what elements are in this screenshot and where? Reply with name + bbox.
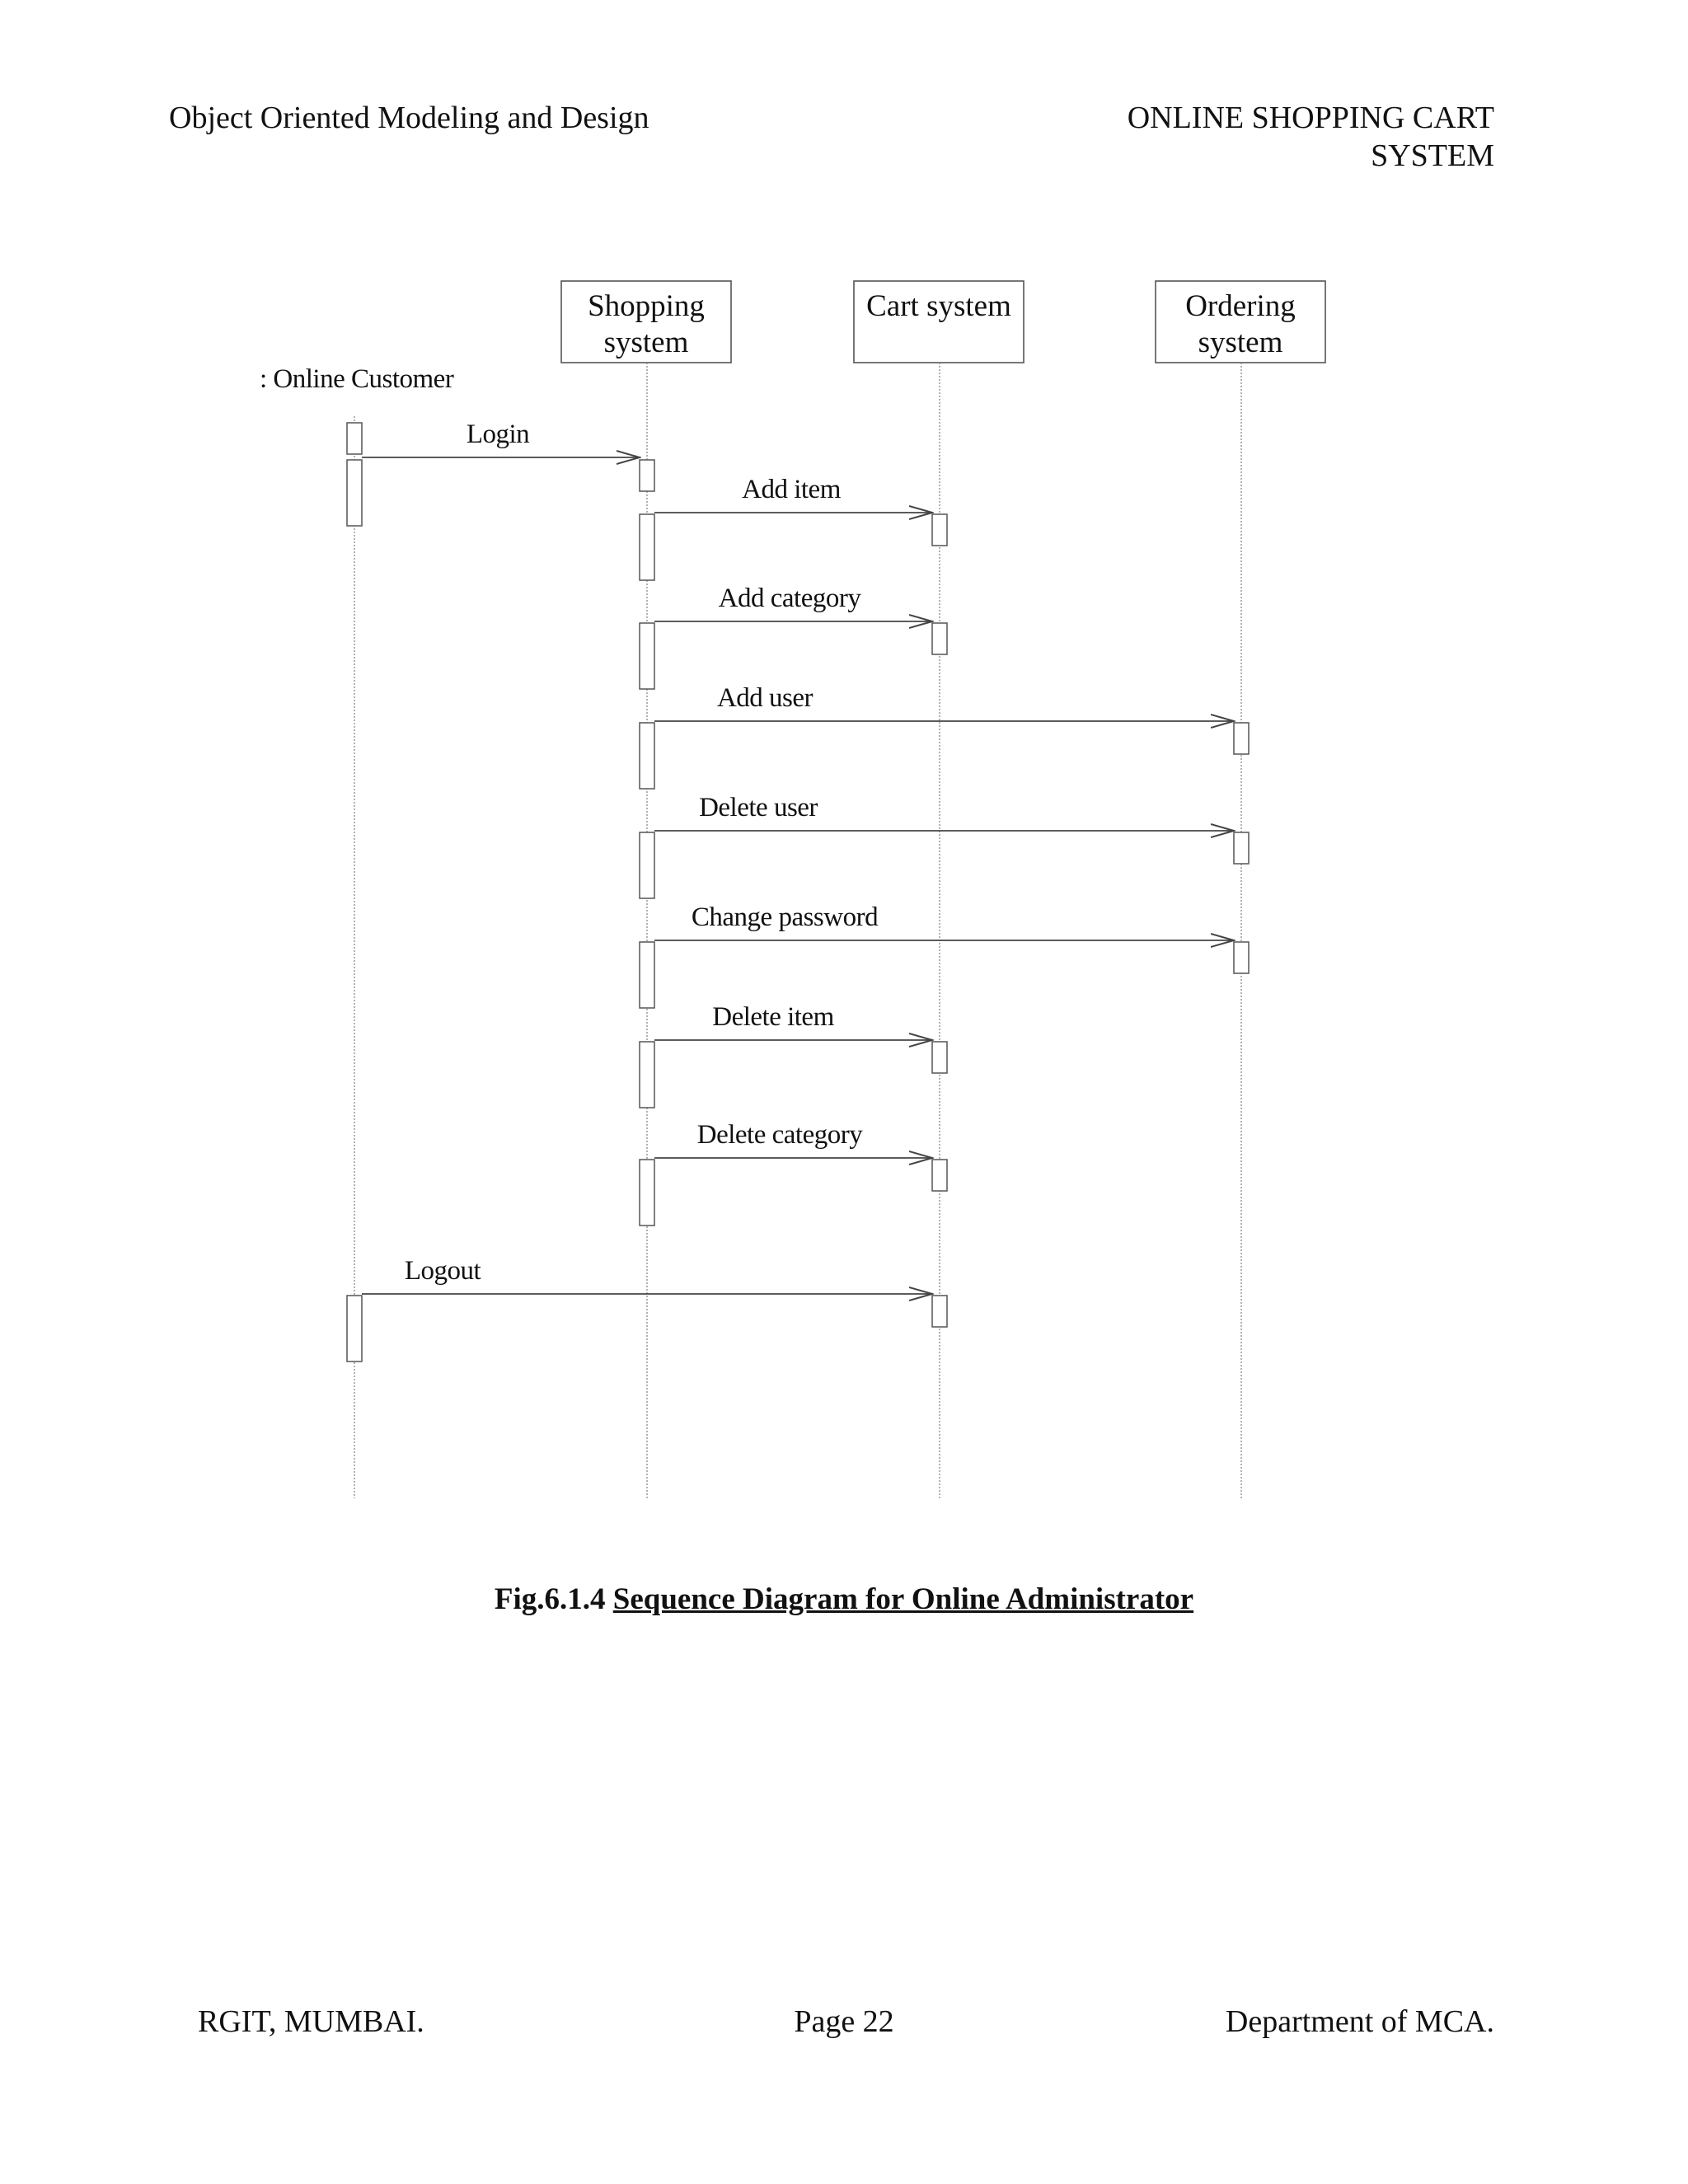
activation-box [640, 460, 654, 491]
activation-box [347, 423, 362, 454]
figure-number: Fig.6.1.4 [494, 1582, 606, 1616]
activation-box [932, 623, 947, 654]
activation-box [932, 1160, 947, 1191]
activation-box [932, 1042, 947, 1073]
activation-box [1234, 832, 1249, 864]
object-label-shop-line2: system [603, 326, 689, 359]
activation-box [640, 623, 654, 689]
footer-page-number: Page 22 [794, 2004, 894, 2039]
header-right-line1: ONLINE SHOPPING CART [1127, 101, 1494, 135]
footer-right: Department of MCA. [1225, 2004, 1494, 2039]
figure-caption [0, 1581, 1688, 1619]
message-label: Change password [691, 902, 879, 932]
message-label: Add user [716, 683, 814, 713]
object-label-shop-line1: Shopping [588, 289, 705, 323]
object-label-order-line1: Ordering [1185, 289, 1296, 323]
activation-box [640, 723, 654, 789]
header-left-title: Object Oriented Modeling and Design [169, 101, 649, 135]
message-label: Add item [742, 475, 841, 504]
activation-box [640, 514, 654, 580]
object-label-order-line2: system [1198, 326, 1283, 359]
activation-box [347, 1296, 362, 1361]
activation-box [1234, 942, 1249, 973]
activation-box [640, 1160, 654, 1226]
message-label: Login [466, 419, 530, 449]
activation-box [347, 460, 362, 526]
figure-title: Sequence Diagram for Online Administrator [612, 1582, 1194, 1616]
message-label: Add category [718, 583, 861, 613]
activation-box [640, 832, 654, 898]
header-right-line2: SYSTEM [1371, 138, 1494, 173]
footer-left: RGIT, MUMBAI. [198, 2004, 424, 2039]
message-label: Delete user [699, 793, 818, 823]
activation-box [640, 1042, 654, 1108]
activation-box [932, 514, 947, 546]
message-label: Logout [404, 1256, 481, 1286]
object-label-cart: Cart system [866, 289, 1011, 323]
actor-label: : Online Customer [260, 364, 454, 394]
message-label: Delete item [712, 1002, 834, 1032]
activation-box [640, 942, 654, 1008]
message-label: Delete category [696, 1120, 863, 1150]
activation-box [932, 1296, 947, 1327]
activation-box [1234, 723, 1249, 754]
